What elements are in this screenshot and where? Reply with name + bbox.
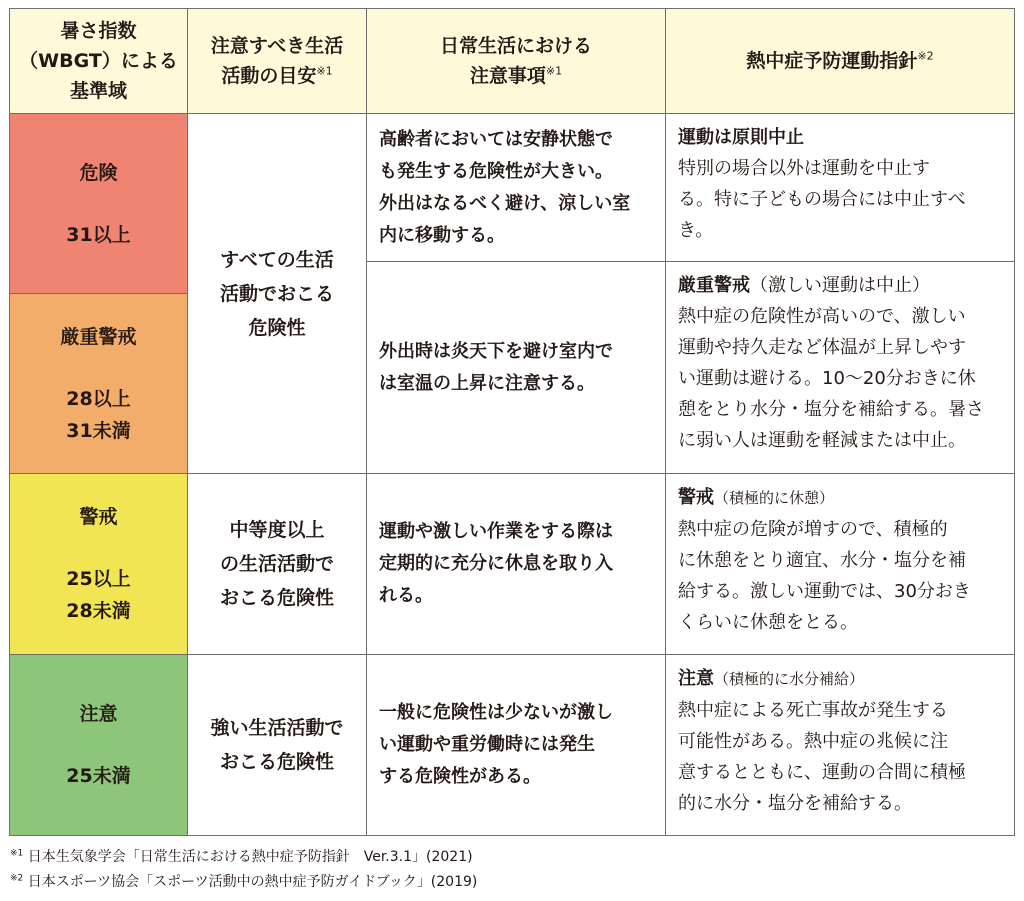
footnote-mark: ※1 bbox=[316, 64, 333, 78]
footnote-2 bbox=[10, 873, 477, 891]
level-range: 25以上 bbox=[66, 568, 131, 590]
activity-line: 強い生活活動で bbox=[210, 717, 344, 739]
wbgt-table bbox=[9, 8, 1015, 836]
guideline-line: 給する。激しい運動では、30分おき bbox=[678, 581, 971, 602]
note-warning bbox=[366, 473, 666, 655]
level-range: 31未満 bbox=[66, 419, 131, 442]
note-line: は室温の上昇に注意する。 bbox=[379, 372, 595, 394]
guideline-danger bbox=[665, 113, 1015, 262]
header-line: （WBGT）による bbox=[19, 50, 178, 72]
level-danger bbox=[9, 113, 188, 294]
guideline-caution bbox=[665, 654, 1015, 836]
header-line: 日常生活における bbox=[439, 35, 592, 57]
footnote-text: 日本生気象学会「日常生活における熱中症予防指針 Ver.3.1」(2021) bbox=[27, 849, 473, 865]
note-line: 外出はなるべく避け、涼しい室 bbox=[379, 192, 631, 214]
guideline-title: 注意 bbox=[678, 668, 714, 689]
guideline-line: る。特に子どもの場合には中止すべ bbox=[678, 189, 966, 210]
guideline-line: 熱中症の危険が増すので、積極的 bbox=[678, 519, 948, 540]
guideline-line: くらいに休憩をとる。 bbox=[678, 612, 858, 633]
note-line: 一般に危険性は少ないが激し bbox=[379, 702, 613, 723]
footnote-mark: ※2 bbox=[10, 873, 24, 884]
note-line: も発生する危険性が大きい。 bbox=[379, 160, 613, 182]
level-range: 28以上 bbox=[66, 387, 131, 410]
note-line: 外出時は炎天下を避け室内で bbox=[379, 340, 613, 362]
activity-line: 活動でおこる bbox=[219, 282, 334, 305]
note-line: い運動や重労働時には発生 bbox=[379, 734, 595, 755]
footnote-1 bbox=[10, 848, 473, 866]
footnote-mark: ※1 bbox=[545, 64, 563, 78]
level-range: 28未満 bbox=[66, 600, 131, 622]
header-exercise-guideline bbox=[665, 8, 1015, 114]
activity-line: 危険性 bbox=[248, 316, 306, 339]
header-daily-notes bbox=[366, 8, 666, 114]
level-range: 31以上 bbox=[66, 223, 131, 246]
activity-all bbox=[187, 113, 367, 474]
guideline-line: い運動は避ける。10〜20分おきに休 bbox=[678, 368, 976, 389]
note-line: 運動や激しい作業をする際は bbox=[379, 521, 613, 542]
footnote-mark: ※2 bbox=[917, 49, 934, 63]
header-wbgt-level bbox=[9, 8, 188, 114]
guideline-line: き。 bbox=[678, 220, 714, 241]
guideline-line: 憩をとり水分・塩分を補給する。暑さ bbox=[678, 399, 984, 420]
note-severe-warning bbox=[366, 261, 666, 474]
guideline-line: 熱中症の危険性が高いので、激しい bbox=[678, 306, 966, 327]
guideline-title: 運動は原則中止 bbox=[678, 127, 804, 148]
level-name: 厳重警戒 bbox=[60, 325, 137, 348]
activity-line: おこる危険性 bbox=[219, 751, 334, 773]
note-line: 内に移動する。 bbox=[379, 224, 505, 246]
header-line: 注意事項 bbox=[469, 65, 546, 87]
guideline-line: 運動や持久走など体温が上昇しやす bbox=[678, 337, 966, 358]
note-line: 定期的に充分に休息を取り入 bbox=[379, 553, 613, 574]
footnote-text: 日本スポーツ協会「スポーツ活動中の熱中症予防ガイドブック」(2019) bbox=[27, 874, 478, 890]
note-line: れる。 bbox=[379, 585, 433, 606]
guideline-subtitle: （積極的に休憩） bbox=[714, 489, 835, 507]
guideline-severe-warning bbox=[665, 261, 1015, 474]
header-line: 注意すべき生活 bbox=[210, 35, 344, 57]
activity-strong bbox=[187, 654, 367, 836]
guideline-line: 熱中症による死亡事故が発生する bbox=[678, 700, 948, 721]
level-name: 警戒 bbox=[79, 506, 118, 528]
note-caution bbox=[366, 654, 666, 836]
activity-line: すべての生活 bbox=[220, 248, 334, 271]
header-line: 暑さ指数 bbox=[60, 20, 137, 42]
guideline-line: 特別の場合以外は運動を中止す bbox=[678, 158, 930, 179]
guideline-subtitle: （激しい運動は中止） bbox=[750, 275, 930, 296]
guideline-line: に弱い人は運動を軽減または中止。 bbox=[678, 430, 966, 451]
header-line: 基準域 bbox=[69, 80, 127, 102]
activity-line: 中等度以上 bbox=[229, 519, 325, 541]
level-range: 25未満 bbox=[66, 765, 131, 787]
guideline-line: 意するとともに、運動の合間に積極 bbox=[678, 762, 966, 783]
guideline-subtitle: （積極的に水分補給） bbox=[714, 670, 865, 688]
guideline-line: に休憩をとり適宜、水分・塩分を補 bbox=[678, 550, 966, 571]
header-activity-guide bbox=[187, 8, 367, 114]
footnote-mark: ※1 bbox=[10, 848, 24, 859]
level-warning bbox=[9, 473, 188, 655]
level-severe-warning bbox=[9, 293, 188, 474]
header-line: 熱中症予防運動指針 bbox=[746, 50, 918, 72]
guideline-line: 的に水分・塩分を補給する。 bbox=[678, 793, 912, 814]
guideline-warning bbox=[665, 473, 1015, 655]
guideline-title: 厳重警戒 bbox=[678, 275, 750, 296]
note-danger bbox=[366, 113, 666, 262]
note-line: 高齢者においては安静状態で bbox=[379, 128, 613, 150]
guideline-title: 警戒 bbox=[678, 487, 714, 508]
activity-line: おこる危険性 bbox=[219, 587, 334, 609]
level-name: 危険 bbox=[79, 161, 118, 184]
activity-line: の生活活動で bbox=[219, 553, 334, 575]
activity-moderate bbox=[187, 473, 367, 655]
guideline-line: 可能性がある。熱中症の兆候に注 bbox=[678, 731, 948, 752]
note-line: する危険性がある。 bbox=[379, 766, 541, 787]
header-line: 活動の目安 bbox=[221, 65, 317, 87]
level-name: 注意 bbox=[79, 703, 118, 725]
level-caution bbox=[9, 654, 188, 836]
